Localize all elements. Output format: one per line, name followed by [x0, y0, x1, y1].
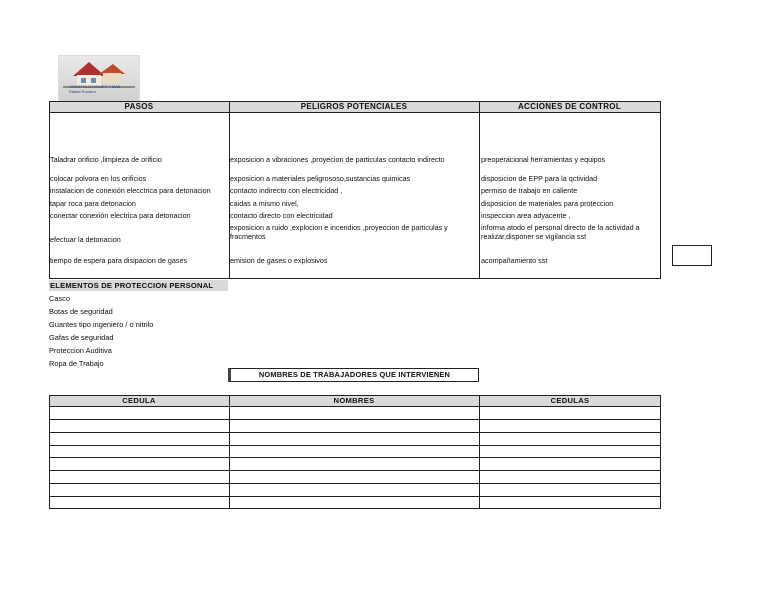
- column-divider: [479, 101, 480, 279]
- control-text: permiso de trabajo en caliente: [481, 186, 578, 195]
- workers-table: [49, 395, 661, 509]
- hazard-text: contacto directo con electricidad: [230, 211, 333, 220]
- table-row-line: [49, 445, 661, 446]
- step-text: tiempo de espera para disipacion de gases: [50, 256, 188, 265]
- table-row-line: [49, 483, 661, 484]
- step-text: conectar conexión electrica para detonacion: [50, 211, 191, 220]
- epp-title: ELEMENTOS DE PROTECCION PERSONAL: [49, 280, 228, 291]
- empty-side-box: [672, 245, 712, 266]
- epp-item: Botas de seguridad: [49, 307, 113, 316]
- control-text: preoperacional herramientas y equipos: [481, 155, 606, 164]
- header-cedula: CEDULA: [49, 396, 229, 406]
- control-text: disposicion de materiales para proteccion: [481, 199, 614, 208]
- table-row-line: [49, 419, 661, 420]
- column-divider: [479, 395, 480, 509]
- header-divider: [49, 112, 661, 113]
- hazard-text: caidas a mismo nivel,: [230, 199, 299, 208]
- logo-text: CONSTRUCCIONES Y MAS Rafael Romero: [69, 84, 121, 94]
- header-nombres: NOMBRES: [229, 396, 479, 406]
- step-text: instalacion de conexión elecctrica para detonacion: [50, 186, 211, 195]
- epp-item: Ropa de Trabajo: [49, 359, 104, 368]
- epp-item: Gafas de seguridad: [49, 333, 114, 342]
- epp-item: Casco: [49, 294, 70, 303]
- hazard-text: exposicion a materiales peligrososo,sustancias quimicas: [230, 174, 411, 183]
- hazard-text: exposicion a vibraciones ,proyecion de particulas contacto indirecto: [230, 155, 445, 164]
- control-text: acompañamiento sst: [481, 256, 548, 265]
- hazard-text: contacto indirecto con electricidad ,: [230, 186, 343, 195]
- step-text: tapar roca para detonacion: [50, 199, 136, 208]
- control-text: disposicion de EPP para la qctividad: [481, 174, 598, 183]
- table-row-line: [49, 457, 661, 458]
- control-text: informa atodo el personal directo de la actividad a realizar,disponer se vigilancia sst: [481, 223, 640, 241]
- column-divider: [229, 395, 230, 509]
- control-text: inspeccion area adyacente ,: [481, 211, 571, 220]
- step-text: Taladrar orificio ,limpieza de orificio: [50, 155, 162, 164]
- company-logo: [58, 55, 140, 103]
- table-row-line: [49, 470, 661, 471]
- table-row-line: [49, 406, 661, 407]
- step-text: efectuar la detonacion: [50, 235, 121, 244]
- hazard-text: exposicion a ruido ,explocion e incendios ,proyeccion de particulas y fracmentos: [230, 223, 448, 241]
- epp-item: Guantes tipo ingeniero / o nitrilo: [49, 320, 154, 329]
- header-peligros: PELIGROS POTENCIALES: [229, 101, 479, 112]
- table-row-line: [49, 496, 661, 497]
- hazard-text: emision de gases o explosivos: [230, 256, 328, 265]
- header-cedulas: CEDULAS: [479, 396, 661, 406]
- header-pasos: PASOS: [49, 101, 229, 112]
- table-row-line: [49, 432, 661, 433]
- step-text: colocar polvora en los orificios: [50, 174, 147, 183]
- workers-title: NOMBRES DE TRABAJADORES QUE INTERVIENEN: [228, 368, 479, 382]
- epp-item: Proteccion Auditiva: [49, 346, 112, 355]
- header-acciones: ACCIONES DE CONTROL: [479, 101, 660, 112]
